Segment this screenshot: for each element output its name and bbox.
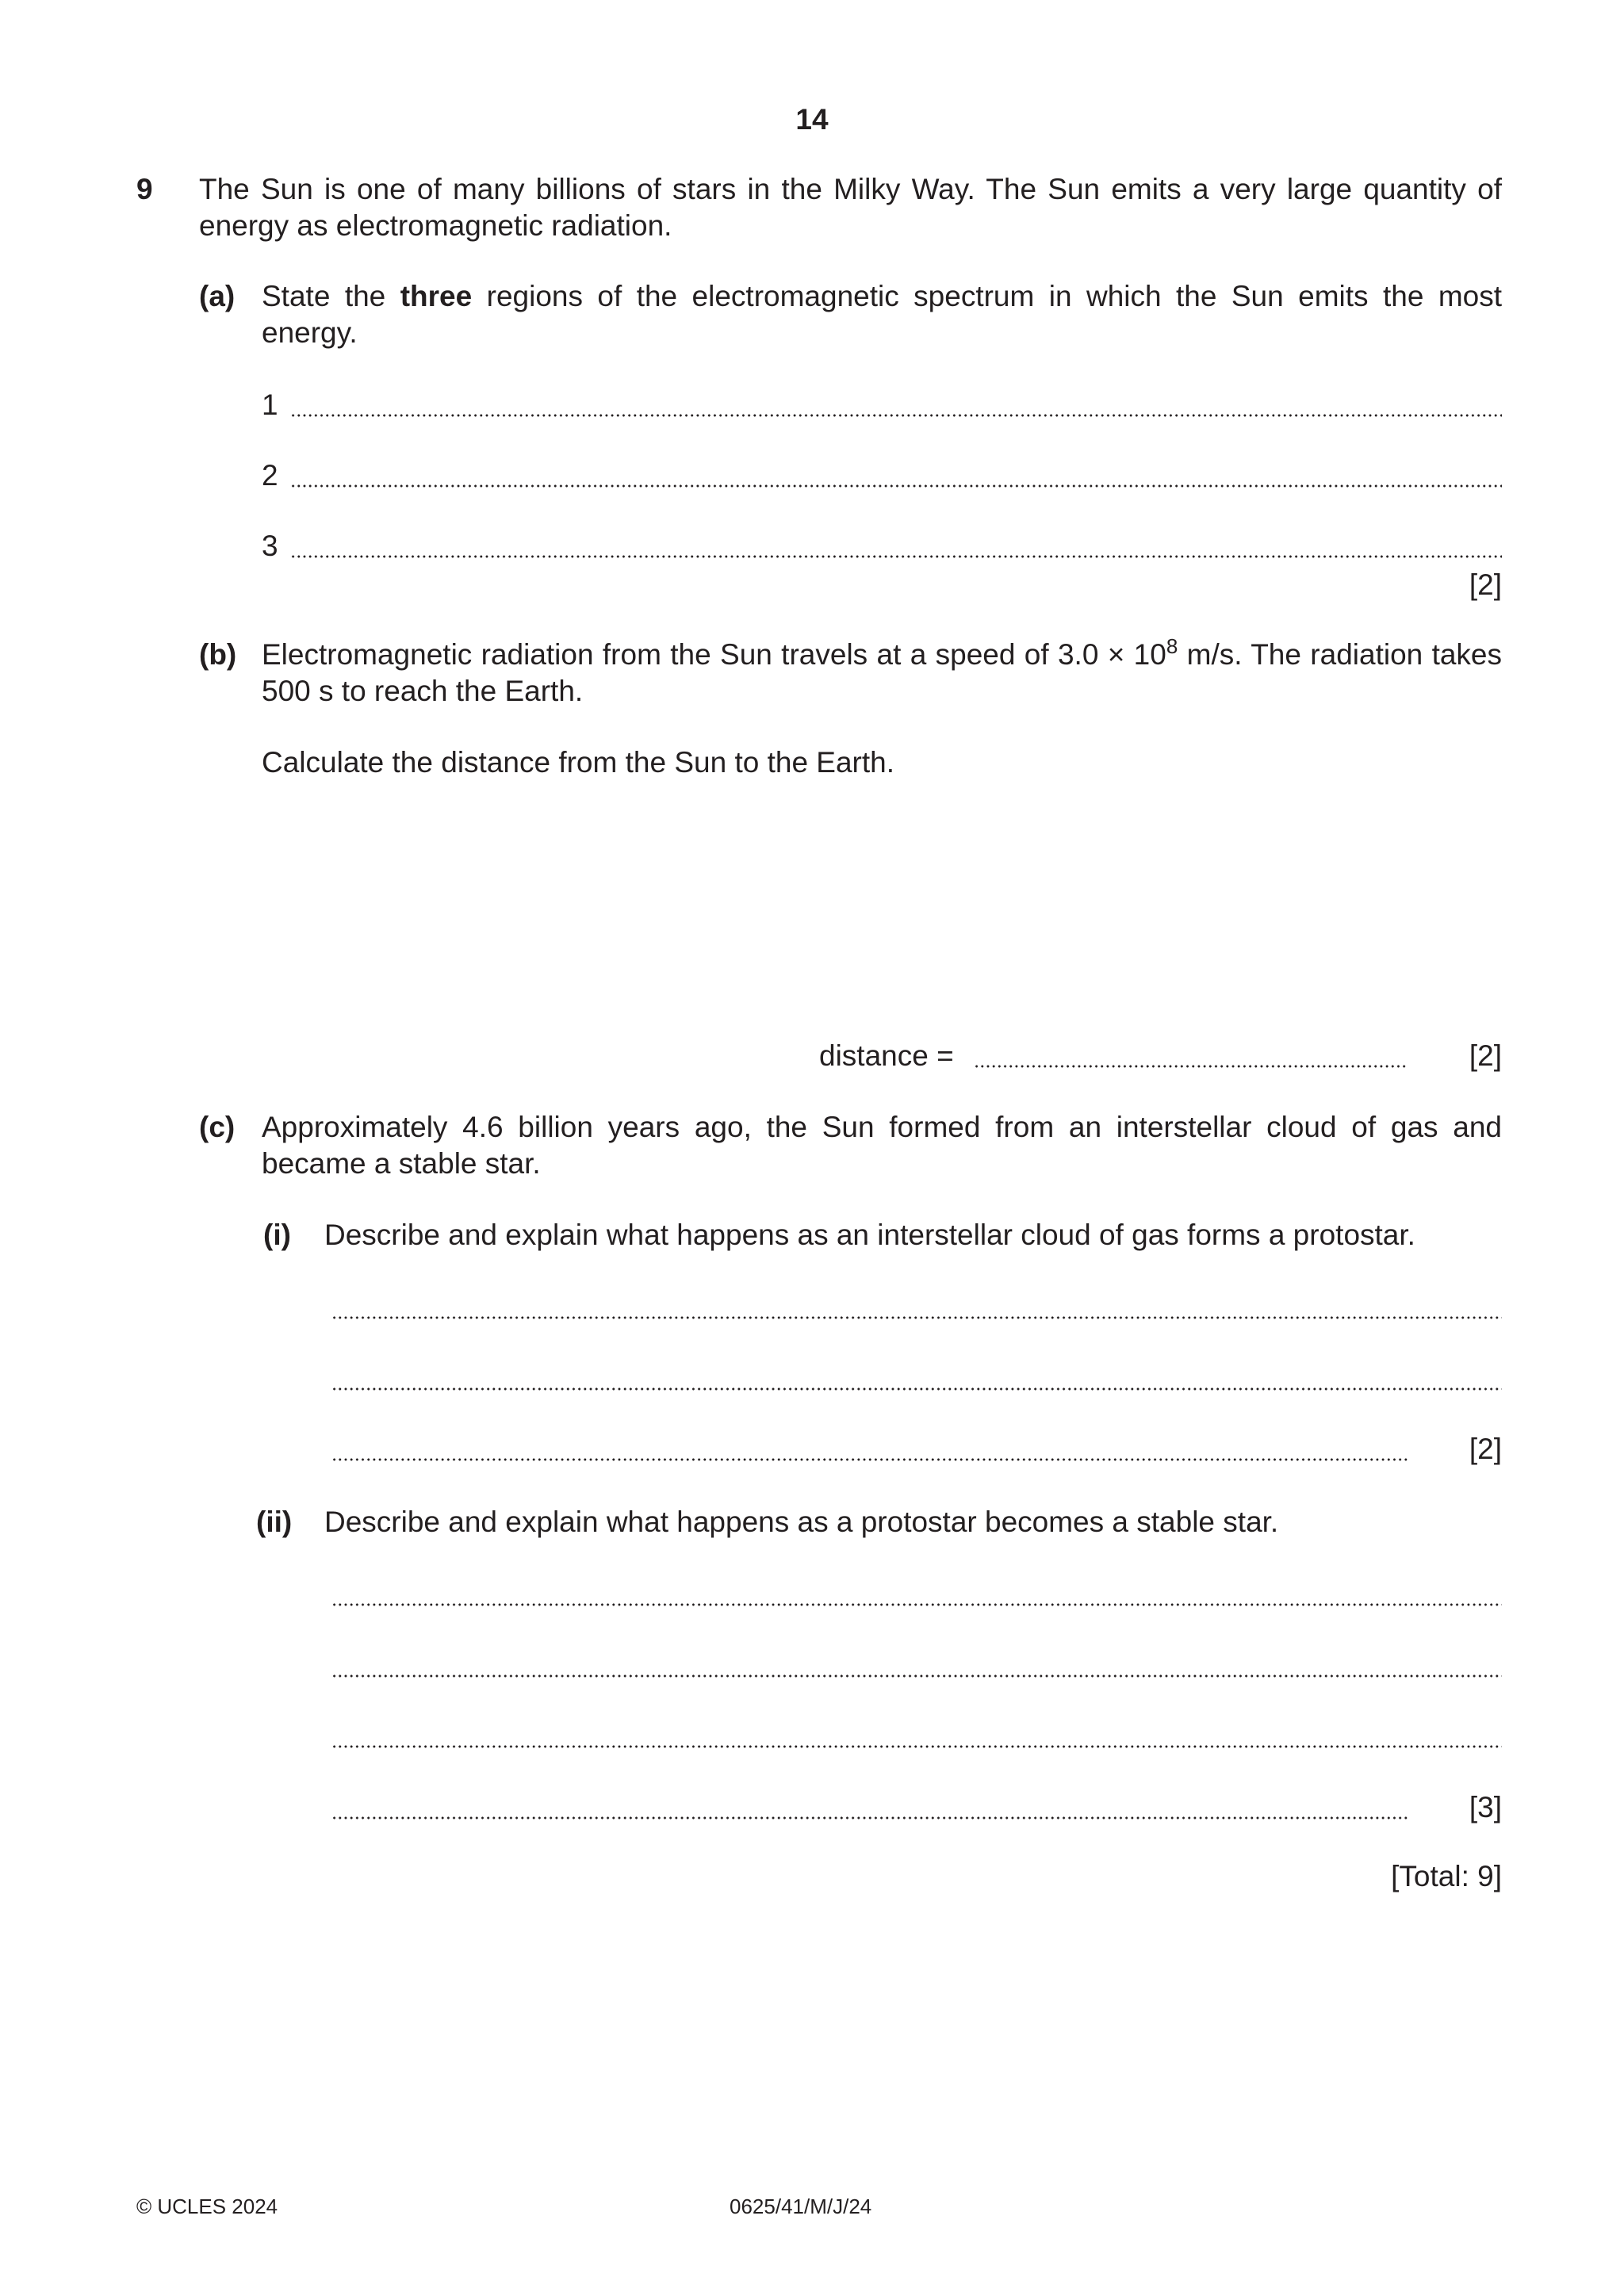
part-c-i-mark: [2] xyxy=(1469,1433,1502,1465)
answer-line-2[interactable] xyxy=(290,484,1502,488)
part-c-i-label: (i) xyxy=(263,1219,291,1251)
part-a-mark: [2] xyxy=(1469,568,1502,601)
question-number: 9 xyxy=(136,173,153,205)
answer-line-number-2: 2 xyxy=(262,459,278,492)
part-c-label: (c) xyxy=(199,1111,236,1143)
distance-label: distance = xyxy=(819,1039,954,1072)
page-number: 14 xyxy=(795,103,829,136)
part-a-bold-word: three xyxy=(400,280,473,312)
part-c-ii-answer-line-4[interactable] xyxy=(331,1816,1408,1820)
part-c-i-text: Describe and explain what happens as an interstellar cloud of gas forms a protostar. xyxy=(324,1219,1415,1251)
question-intro: The Sun is one of many billions of stars in the Milky Way. The Sun emits a very large quantity of energy as electromagnetic radiation. xyxy=(199,173,1502,242)
part-b-text-1: Electromagnetic radiation from the Sun travels at a speed of 3.0 × 10 xyxy=(262,638,1166,671)
part-a-label: (a) xyxy=(199,280,236,312)
part-a-text-before: State the xyxy=(262,280,386,312)
part-a-text xyxy=(262,278,1502,351)
footer-paper-code: 0625/41/M/J/24 xyxy=(730,2195,872,2218)
part-c-ii-label: (ii) xyxy=(256,1506,293,1538)
part-b-instruction: Calculate the distance from the Sun to the Earth. xyxy=(262,746,895,779)
part-c-i-answer-line-2[interactable] xyxy=(331,1387,1502,1391)
part-c-i-answer-line-1[interactable] xyxy=(331,1316,1502,1319)
part-c-ii-answer-line-2[interactable] xyxy=(331,1674,1502,1678)
part-b-exponent: 8 xyxy=(1166,634,1178,658)
footer-copyright: © UCLES 2024 xyxy=(136,2195,278,2218)
part-c-ii-answer-line-3[interactable] xyxy=(331,1745,1502,1748)
answer-line-3[interactable] xyxy=(290,555,1502,558)
part-c-ii-answer-line-1[interactable] xyxy=(331,1603,1502,1606)
part-c-ii-text: Describe and explain what happens as a protostar becomes a stable star. xyxy=(324,1506,1279,1538)
part-a-text-after: regions of the electromagnetic spectrum in which the Sun emits the most energy. xyxy=(262,280,1503,349)
part-b-text xyxy=(262,634,1503,710)
part-b-mark: [2] xyxy=(1469,1039,1502,1072)
part-c-text: Approximately 4.6 billion years ago, the Sun formed from an interstellar cloud of gas and became a stable star. xyxy=(262,1111,1502,1180)
part-c-ii-mark: [3] xyxy=(1469,1791,1502,1823)
part-c-i-answer-line-3[interactable] xyxy=(331,1458,1408,1461)
part-b-label: (b) xyxy=(199,638,237,671)
answer-line-1[interactable] xyxy=(290,414,1502,417)
distance-answer-line[interactable] xyxy=(974,1065,1408,1068)
question-total: [Total: 9] xyxy=(1391,1860,1502,1892)
answer-line-number-1: 1 xyxy=(262,388,278,421)
part-b-text-2: m/s. The radiation takes 500 s to reach the Earth. xyxy=(262,638,1503,707)
answer-line-number-3: 3 xyxy=(262,530,278,562)
